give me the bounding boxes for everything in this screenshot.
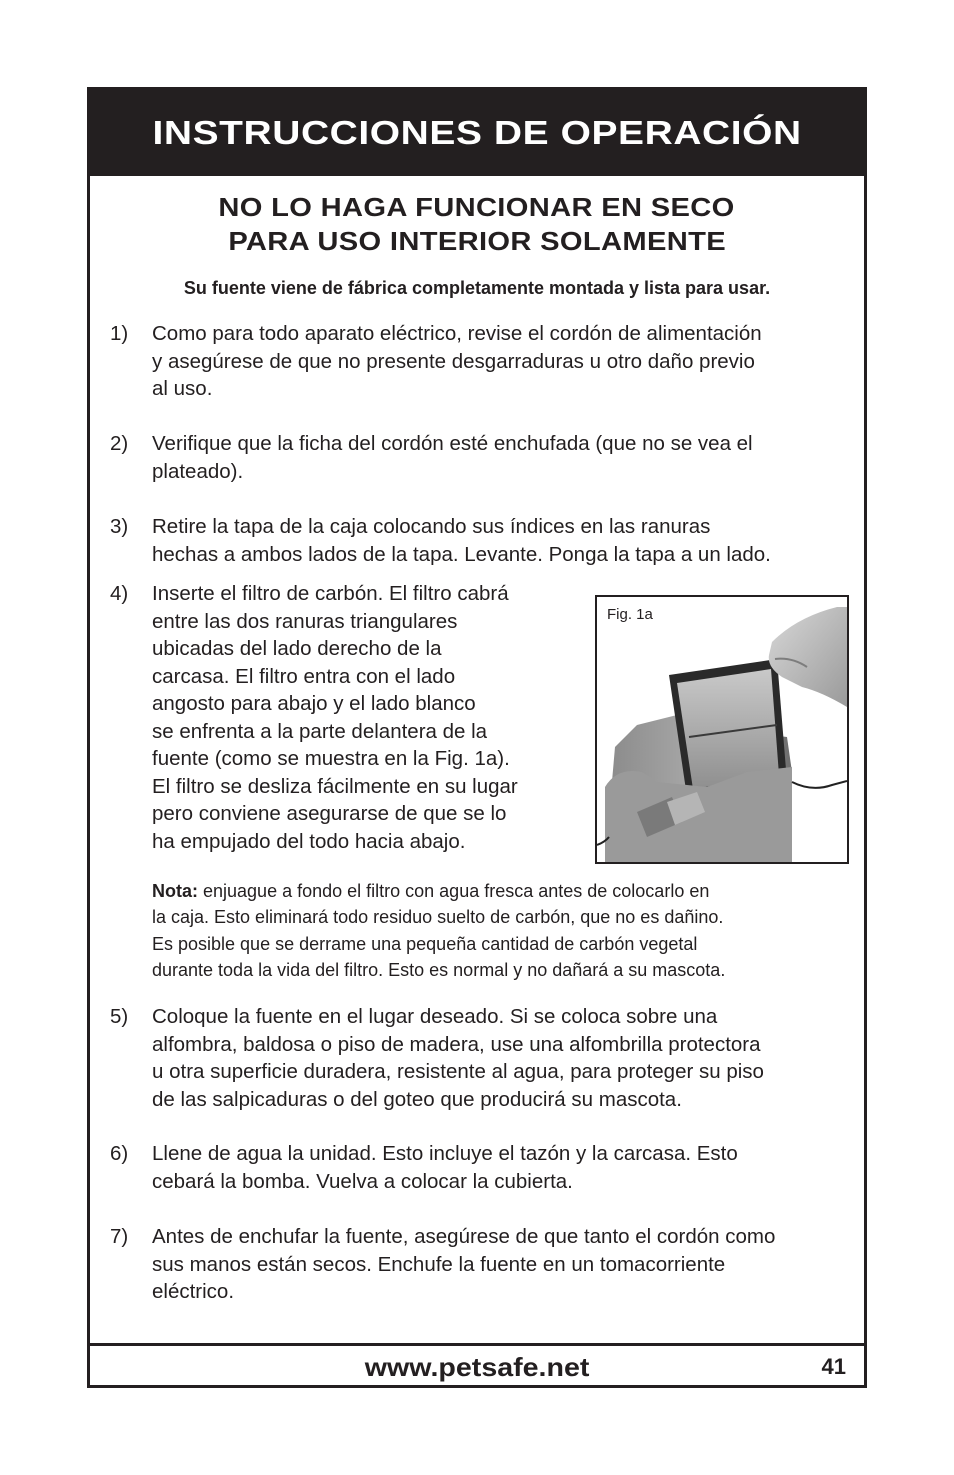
step-text: Verifique que la ficha del cordón esté enchufada (que no se vea el plateado). (152, 432, 753, 483)
step-text: Llene de agua la unidad. Esto incluye el tazón y la carcasa. Esto cebará la bomba. Vuelva a colocar la cubierta. (152, 1142, 738, 1193)
step-number: 7) (110, 1225, 129, 1248)
step-number: 2) (110, 432, 129, 455)
step-text: Inserte el filtro de carbón. El filtro cabrá entre las dos ranuras triangulares ubicadas del lado derecho de la carcasa. El filtro entra con el lado angosto para abajo y el lado blanco se enfrenta a la parte delantera de la fuente (como se muestra en la Fig. 1a). El filtro se desliza fácilmente en su lugar pero conviene asegurarse de que se lo ha empujado del todo hacia abajo. (152, 582, 518, 853)
figure-1a (595, 595, 849, 864)
step-text: Antes de enchufar la fuente, asegúrese de que tanto el cordón como sus manos están secos. Enchufe la fuente en un tomacorriente eléctrico. (152, 1225, 776, 1303)
header-bar (90, 90, 864, 176)
step-number: 3) (110, 515, 129, 538)
warning-indoor-only: PARA USO INTERIOR SOLAMENTE (228, 226, 726, 256)
intro-text: Su fuente viene de fábrica completamente montada y lista para usar. (183, 278, 771, 298)
step-text: Retire la tapa de la caja colocando sus índices en las ranuras hechas a ambos lados de la tapa. Levante. Ponga la tapa a un lado. (152, 515, 771, 566)
page-title: INSTRUCCIONES DE OPERACIÓN (152, 114, 802, 151)
warning-dry-run: NO LO HAGA FUNCIONAR EN SECO (218, 192, 736, 222)
note-label: Nota: (152, 881, 198, 901)
manual-page (87, 87, 867, 1388)
step-text: Como para todo aparato eléctrico, revise el cordón de alimentación y asegúrese de que no presente desgarraduras u otro daño previo al uso. (152, 322, 762, 400)
step-number: 6) (110, 1142, 129, 1165)
filter-insertion-photo (597, 597, 847, 862)
step-number: 1) (110, 322, 129, 345)
step-number: 5) (110, 1005, 129, 1028)
note-block: Nota: enjuague a fondo el filtro con agua fresca antes de colocarlo en la caja. Esto eliminará todo residuo suelto de carbón, que no es dañino. Es posible que se derrame una pequeña cantidad de carbón vegetal durante toda la vida del filtro. Esto es normal y no dañará a su mascota. (152, 881, 726, 980)
step-text: Coloque la fuente en el lugar deseado. Si se coloca sobre una alfombra, baldosa o piso de madera, use una alfombrilla protectora u otra superficie duradera, resistente al agua, para proteger su piso de las salpicaduras o del goteo que producirá su mascota. (152, 1005, 764, 1111)
page-number: 41 (821, 1354, 846, 1379)
footer-divider (90, 1343, 864, 1346)
figure-label: Fig. 1a (607, 606, 653, 623)
step-number: 4) (110, 582, 129, 605)
footer-website[interactable]: www.petsafe.net (364, 1352, 590, 1382)
